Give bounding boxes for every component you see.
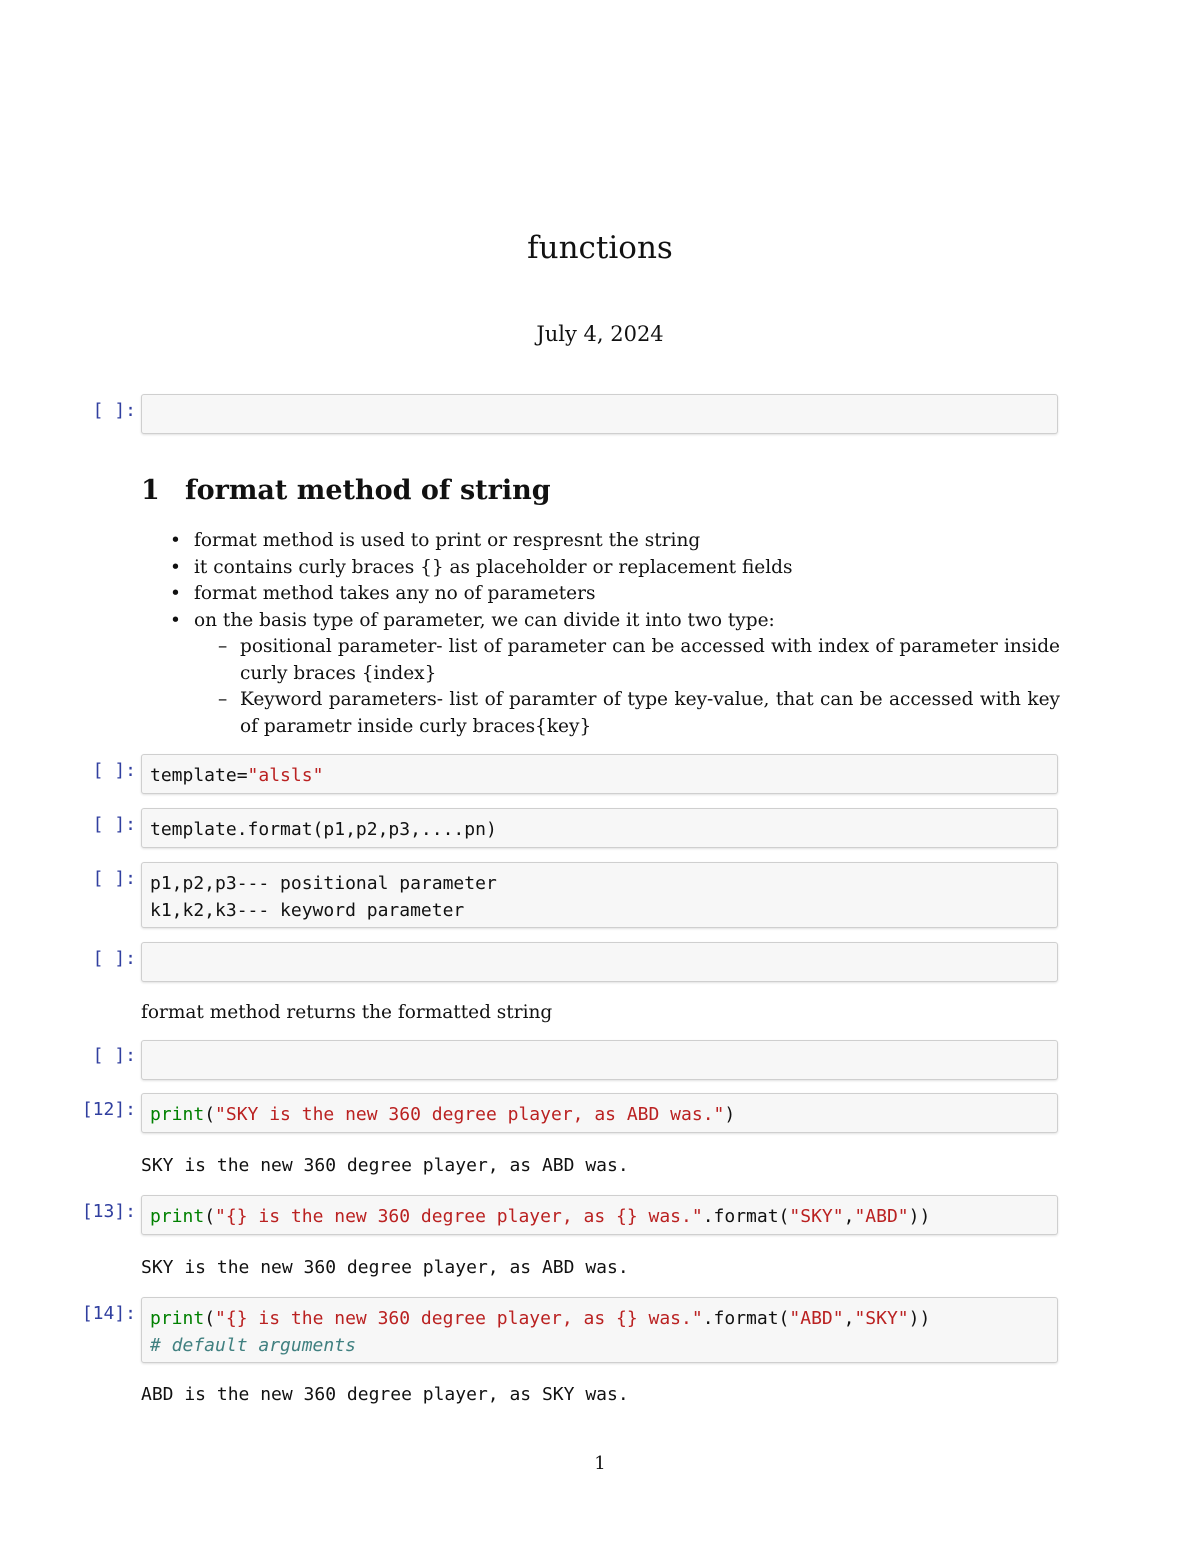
cell-prompt: [12]: (81, 1099, 136, 1120)
code-text: template= (150, 765, 248, 786)
sub-list-item: – Keyword parameters- list of paramter of type key-value, that can be accessed with key of parametr inside curly braces{key} (240, 687, 1060, 740)
code-cell-empty[interactable] (141, 1040, 1058, 1080)
cell-output: SKY is the new 360 degree player, as ABD was. (141, 1257, 629, 1278)
markdown-text: format method returns the formatted string (141, 1002, 553, 1023)
document-title: functions (527, 230, 673, 266)
code-keyword: print (150, 1206, 205, 1227)
code-cell[interactable] (141, 862, 1058, 928)
cell-prompt: [ ]: (92, 948, 136, 969)
code-cell-empty[interactable] (141, 942, 1058, 982)
code-line: p1,p2,p3--- positional parameter (150, 873, 497, 894)
code-string: "ABD" (789, 1308, 844, 1329)
list-item (170, 608, 1060, 741)
code-string: "SKY" (789, 1206, 844, 1227)
code-string: "alsls" (247, 765, 324, 786)
code-string: "SKY" (854, 1308, 909, 1329)
code-string: "{} is the new 360 degree player, as {} was." (215, 1206, 703, 1227)
code-string: "ABD" (854, 1206, 909, 1227)
code-text: template.format(p1,p2,p3,....pn) (150, 819, 497, 840)
cell-prompt: [ ]: (92, 868, 136, 889)
code-cell[interactable] (141, 1093, 1058, 1133)
code-cell[interactable] (141, 808, 1058, 848)
code-keyword: print (150, 1308, 205, 1329)
code-string: "SKY is the new 360 degree player, as ABD was." (215, 1104, 725, 1125)
code-text: )) (908, 1206, 931, 1227)
code-text: ) (724, 1104, 736, 1125)
code-keyword: print (150, 1104, 205, 1125)
list-item: • format method takes any no of parameters (170, 581, 1060, 608)
section-title: format method of string (185, 475, 551, 506)
code-text: ( (204, 1308, 216, 1329)
code-string: "{} is the new 360 degree player, as {} was." (215, 1308, 703, 1329)
bullet-list (170, 528, 1060, 740)
code-cell[interactable] (141, 1195, 1058, 1235)
cell-prompt: [ ]: (92, 814, 136, 835)
code-cell[interactable] (141, 754, 1058, 794)
cell-output: SKY is the new 360 degree player, as ABD was. (141, 1155, 629, 1176)
section-heading (141, 475, 551, 506)
cell-prompt: [ ]: (92, 400, 136, 421)
code-text: ( (204, 1104, 216, 1125)
cell-prompt: [14]: (81, 1303, 136, 1324)
cell-prompt: [ ]: (92, 1045, 136, 1066)
code-comment: # default arguments (150, 1335, 356, 1356)
code-cell[interactable] (141, 1297, 1058, 1363)
sub-bullet-list (194, 634, 1060, 740)
code-line: k1,k2,k3--- keyword parameter (150, 900, 465, 921)
section-number: 1 (141, 475, 160, 506)
document-date: July 4, 2024 (536, 322, 664, 346)
list-item: • it contains curly braces {} as placeholder or replacement fields (170, 555, 1060, 582)
code-text: ( (204, 1206, 216, 1227)
sub-list-item: – positional parameter- list of parameter can be accessed with index of parameter inside curly braces {index} (240, 634, 1060, 687)
code-cell-empty[interactable] (141, 394, 1058, 434)
code-text: )) (908, 1308, 931, 1329)
code-text: , (843, 1308, 855, 1329)
code-text: , (843, 1206, 855, 1227)
cell-output: ABD is the new 360 degree player, as SKY was. (141, 1384, 629, 1405)
page-number: 1 (594, 1453, 606, 1474)
list-item-text: on the basis type of parameter, we can divide it into two type: (194, 609, 775, 631)
code-text: .format( (702, 1308, 790, 1329)
code-text: .format( (702, 1206, 790, 1227)
cell-prompt: [ ]: (92, 760, 136, 781)
list-item: • format method is used to print or respresnt the string (170, 528, 1060, 555)
cell-prompt: [13]: (81, 1201, 136, 1222)
